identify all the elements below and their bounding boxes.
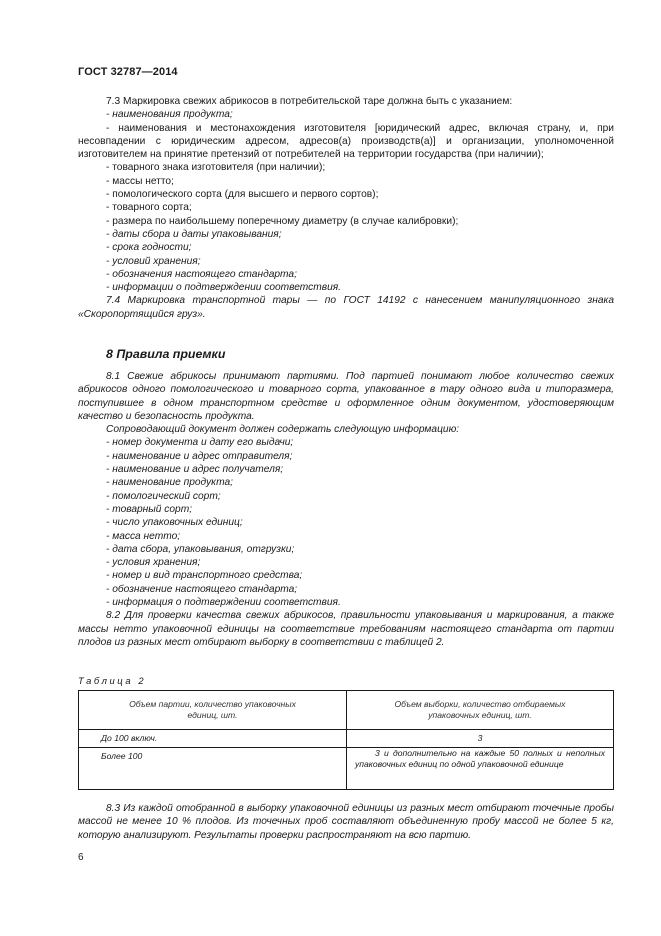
table-header-cell: Объем партии, количество упаковочных единиц, шт. (79, 691, 347, 730)
table-header-cell: Объем выборки, количество отбираемых упаковочных единиц, шт. (347, 691, 614, 730)
section-8-1-text: 8.1 Свежие абрикосы принимают партиями. Под партией понимают любое количество свежих абрикосов одного помологического и товарного сорта, упакованное в тару одного вида и типоразмера, поступившее в одном транспортном средстве и оформленное одним документом, удостоверяющим качество и безопасность продукта. (78, 371, 614, 422)
list-item: - информации о подтверждении соответствия. (106, 282, 342, 294)
table-row (79, 748, 614, 790)
list-item: - товарный сорт; (106, 503, 193, 515)
list-item: - помологический сорт; (106, 490, 221, 502)
page-number: 6 (78, 852, 84, 863)
document-header: ГОСТ 32787—2014 (78, 66, 178, 78)
list-item: - наименование и адрес отправителя; (106, 450, 293, 462)
table-cell: Более 100 (79, 748, 347, 790)
section-8-3 (78, 802, 614, 842)
section-7-3-intro: 7.3 Маркировка свежих абрикосов в потребительской таре должна быть с указанием: (106, 96, 513, 107)
section-7-4: 7.4 Маркировка транспортной тары — по ГОСТ 14192 с нанесением манипуляционного знака «Скоропортящийся груз». (78, 295, 614, 320)
sample-size-table (78, 690, 614, 790)
list-item: - помологического сорта (для высшего и первого сортов); (106, 189, 379, 201)
list-item: - наименования продукта; (106, 109, 233, 121)
list-item: - массы нетто; (106, 175, 174, 187)
list-item: - номер документа и дату его выдачи; (106, 437, 294, 449)
section-7-3 (78, 95, 614, 321)
list-item: - товарного сорта; (106, 202, 192, 214)
list-item: - обозначение настоящего стандарта; (106, 583, 298, 595)
list-item: - товарного знака изготовителя (при наличии); (106, 162, 326, 174)
table-row (79, 730, 614, 748)
section-8-3-text: 8.3 Из каждой отобранной в выборку упаковочной единицы из разных мест отбирают точечные пробы массой не менее 10 % плодов. Из точечных проб составляют объединенную пробу массой не более 5 кг, которую анализируют. Результаты проверки распространяют на всю партию. (78, 803, 614, 841)
list-item: - наименование и адрес получателя; (106, 464, 284, 476)
document-intro: Сопроводающий документ должен содержать следующую информацию: (106, 424, 460, 436)
list-item: - число упаковочных единиц; (106, 517, 243, 529)
list-item: - условий хранения; (106, 255, 201, 267)
list-item: - наименование продукта; (106, 477, 233, 489)
table-cell: 3 и дополнительно на каждые 50 полных и неполных упаковочных единиц по одной упаковочной единице (347, 748, 614, 790)
list-item: - условия хранения; (106, 557, 201, 569)
list-item: - даты сбора и даты упаковывания; (106, 228, 282, 240)
list-item: - информация о подтверждении соответствия. (106, 597, 341, 609)
table-header-row (79, 691, 614, 730)
list-item: - размера по наибольшему поперечному диаметру (в случае калибровки); (106, 215, 459, 227)
section-8-heading: 8 Правила приемки (106, 347, 226, 361)
list-item: - обозначения настоящего стандарта; (106, 268, 297, 280)
list-item: - масса нетто; (106, 530, 181, 542)
section-8-1 (78, 370, 614, 649)
list-item: - наименования и местонахождения изготовителя [юридический адрес, включая страну, и, при несовпадении с юридическим адресом, адресов(а) производств(а)] и организации, уполномоченной изготовителем на принятие претензий от потребителей на территории государства (при наличии); (78, 122, 614, 161)
table-cell: До 100 включ. (79, 730, 347, 748)
section-8-2-text: 8.2 Для проверки качества свежих абрикосов, правильности упаковывания и маркирования, а также массы нетто упаковочной единицы на соответствие требованиям настоящего стандарта от партии плодов из разных мест отбирают выборку в соответствии с таблицей 2. (78, 610, 614, 648)
list-item: - срока годности; (106, 242, 192, 254)
list-item: - дата сбора, упаковывания, отгрузки; (106, 543, 295, 555)
table-cell: 3 (347, 730, 614, 748)
list-item: - номер и вид транспортного средства; (106, 570, 303, 582)
table-caption: Таблица 2 (78, 675, 147, 686)
